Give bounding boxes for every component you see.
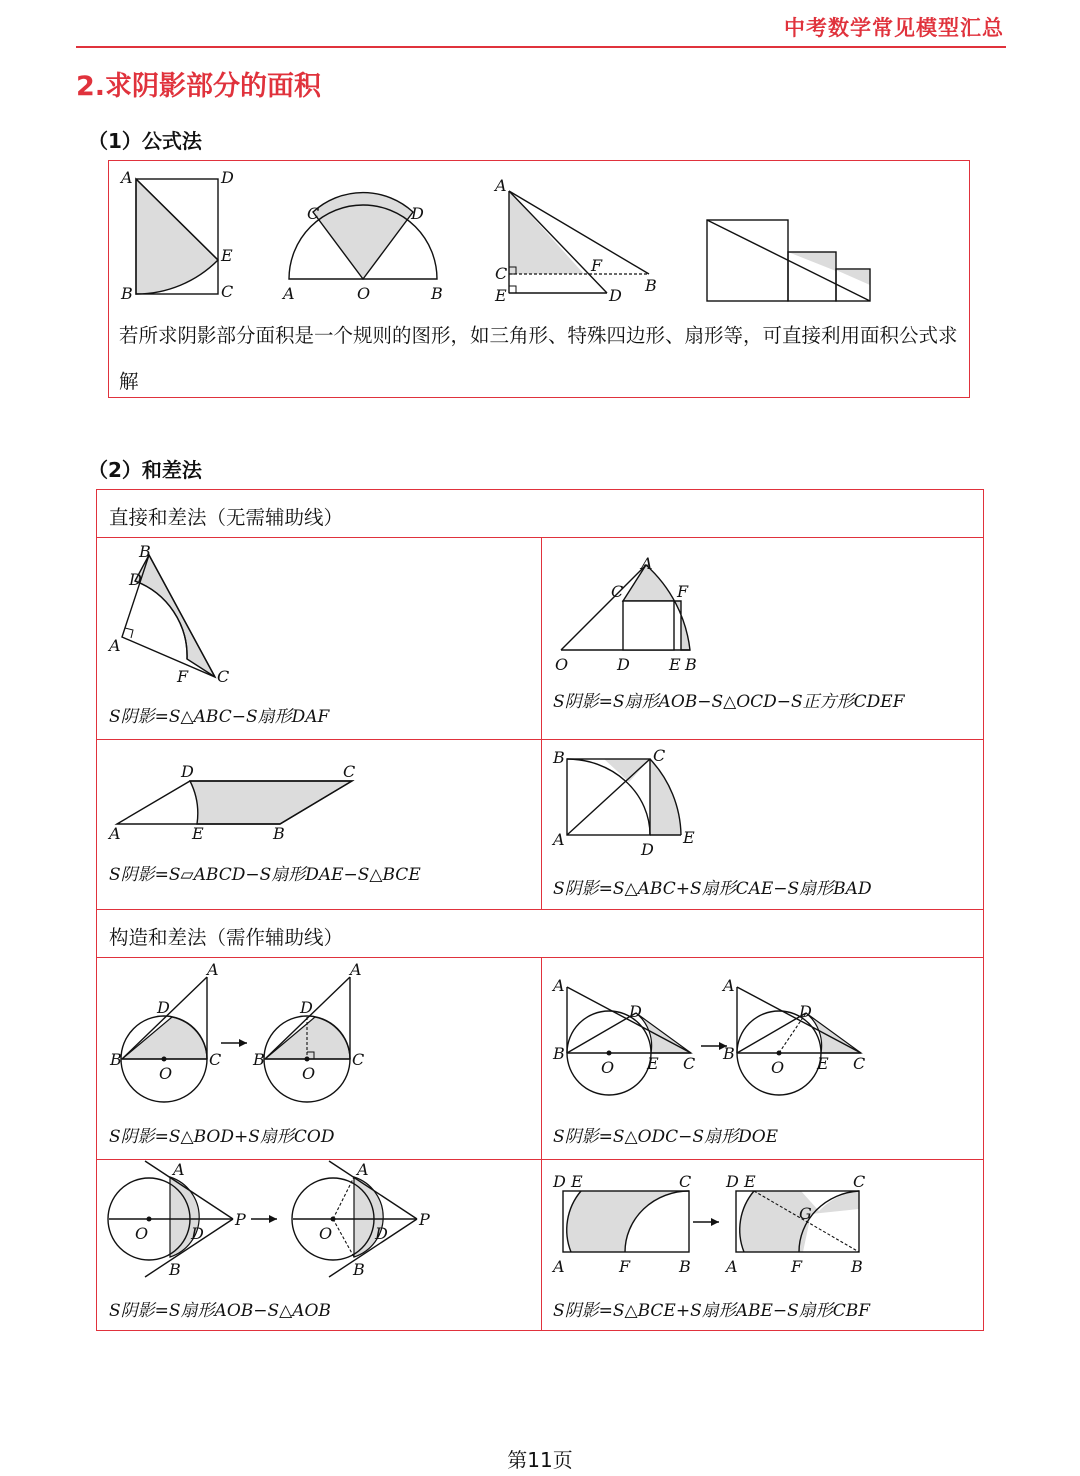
svg-text:C: C (221, 282, 234, 301)
svg-text:D: D (617, 655, 630, 674)
formula-constructed-2: S阴影=S△ODC−S扇形DOE (553, 1127, 779, 1147)
svg-text:E: E (817, 1054, 829, 1073)
svg-text:D: D (181, 762, 194, 781)
svg-text:D: D (553, 1172, 566, 1191)
svg-text:B: B (851, 1257, 863, 1276)
svg-text:E: E (571, 1172, 583, 1191)
svg-text:C: C (495, 264, 508, 283)
figure-constructed-1 (97, 957, 517, 1097)
figure-direct-2 (541, 537, 961, 687)
svg-text:P: P (419, 1210, 430, 1229)
svg-text:A: A (350, 960, 362, 979)
section-title: 2.求阴影部分的面积 (76, 71, 322, 102)
svg-text:B: B (645, 276, 657, 295)
figure-direct-1 (97, 537, 517, 687)
formula-direct-1: S阴影=S△ABC−S扇形DAF (109, 707, 330, 727)
svg-text:D: D (221, 168, 234, 187)
svg-text:D: D (300, 998, 313, 1017)
svg-text:F: F (619, 1257, 631, 1276)
svg-text:A: A (553, 976, 565, 995)
svg-text:C: C (307, 204, 320, 223)
svg-text:A: A (283, 284, 295, 303)
svg-text:A: A (495, 176, 507, 195)
svg-text:A: A (109, 636, 121, 655)
svg-text:B: B (553, 748, 565, 767)
svg-text:C: C (611, 582, 624, 601)
svg-text:A: A (726, 1257, 738, 1276)
figure-constructed-2 (541, 957, 961, 1097)
svg-text:P: P (235, 1210, 246, 1229)
svg-text:B: B (121, 284, 133, 303)
svg-text:A: A (553, 1257, 565, 1276)
svg-text:E: E (221, 246, 233, 265)
svg-text:A: A (109, 824, 121, 843)
constructed-method-heading: 构造和差法（需作辅助线） (109, 926, 344, 949)
svg-text:D: D (157, 998, 170, 1017)
formula-direct-4: S阴影=S△ABC+S扇形CAE−S扇形BAD (553, 879, 872, 899)
svg-text:E: E (669, 655, 681, 674)
svg-text:C: C (683, 1054, 696, 1073)
svg-text:G: G (799, 1204, 812, 1223)
svg-text:E: E (647, 1054, 659, 1073)
svg-text:A: A (357, 1160, 369, 1179)
page-header (76, 0, 1006, 48)
svg-text:B: B (553, 1044, 565, 1063)
svg-text:F: F (791, 1257, 803, 1276)
svg-text:O: O (302, 1064, 316, 1083)
svg-text:C: C (352, 1050, 365, 1069)
svg-text:D: D (411, 204, 424, 223)
svg-text:O: O (135, 1224, 149, 1243)
header-title: 中考数学常见模型汇总 (784, 16, 1004, 40)
svg-text:C: C (217, 667, 230, 686)
svg-text:A: A (553, 830, 565, 849)
svg-text:A: A (207, 960, 219, 979)
part2-title: （2）和差法 (88, 458, 202, 482)
svg-text:D: D (191, 1224, 204, 1243)
svg-text:C: C (853, 1054, 866, 1073)
svg-text:O: O (555, 655, 569, 674)
svg-text:C: C (209, 1050, 222, 1069)
svg-text:A: A (641, 554, 653, 573)
svg-text:D: D (129, 570, 142, 589)
formula-direct-3: S阴影=S▱ABCD−S扇形DAE−S△BCE (109, 865, 421, 885)
svg-text:C: C (853, 1172, 866, 1191)
page-number: 第11页 (507, 1448, 573, 1472)
svg-text:C: C (653, 746, 666, 765)
formula-method-box (108, 160, 970, 398)
figure-constructed-4 (541, 1159, 961, 1289)
svg-text:E: E (192, 824, 204, 843)
svg-text:B: B (253, 1050, 265, 1069)
sum-difference-table (96, 489, 984, 1331)
formula-constructed-3: S阴影=S扇形AOB−S△AOB (109, 1301, 331, 1321)
figure-direct-4 (541, 739, 961, 869)
svg-text:E: E (495, 286, 507, 305)
svg-text:B: B (685, 655, 697, 674)
svg-text:O: O (159, 1064, 173, 1083)
svg-text:E: E (683, 828, 695, 847)
svg-text:B: B (169, 1260, 181, 1279)
formula-direct-2: S阴影=S扇形AOB−S△OCD−S正方形CDEF (553, 692, 905, 712)
svg-text:C: C (679, 1172, 692, 1191)
svg-text:D: D (799, 1002, 812, 1021)
svg-text:D: D (609, 286, 622, 305)
svg-text:O: O (771, 1058, 785, 1077)
figure-direct-3 (97, 739, 517, 849)
svg-text:B: B (679, 1257, 691, 1276)
svg-text:A: A (121, 168, 133, 187)
formula-constructed-1: S阴影=S△BOD+S扇形COD (109, 1127, 335, 1147)
svg-text:O: O (319, 1224, 333, 1243)
formula-constructed-4: S阴影=S△BCE+S扇形ABE−S扇形CBF (553, 1301, 871, 1321)
svg-text:D: D (726, 1172, 739, 1191)
svg-text:B: B (110, 1050, 122, 1069)
svg-text:E: E (744, 1172, 756, 1191)
svg-text:F: F (677, 582, 689, 601)
svg-text:F: F (591, 256, 603, 275)
svg-text:D: D (629, 1002, 642, 1021)
formula-method-figures (109, 161, 971, 311)
svg-text:B: B (353, 1260, 365, 1279)
svg-text:B: B (723, 1044, 735, 1063)
svg-text:B: B (431, 284, 443, 303)
svg-text:A: A (723, 976, 735, 995)
svg-text:D: D (641, 840, 654, 859)
part1-title: （1）公式法 (88, 129, 202, 153)
svg-text:B: B (139, 542, 151, 561)
svg-text:F: F (177, 667, 189, 686)
formula-method-description: 若所求阴影部分面积是一个规则的图形，如三角形、特殊四边形、扇形等，可直接利用面积公式求解 (119, 324, 958, 393)
figure-constructed-3 (97, 1159, 517, 1289)
svg-text:A: A (173, 1160, 185, 1179)
svg-text:B: B (273, 824, 285, 843)
svg-text:O: O (357, 284, 371, 303)
svg-text:D: D (375, 1224, 388, 1243)
svg-text:C: C (343, 762, 356, 781)
direct-method-heading: 直接和差法（无需辅助线） (109, 506, 344, 529)
svg-text:O: O (601, 1058, 615, 1077)
